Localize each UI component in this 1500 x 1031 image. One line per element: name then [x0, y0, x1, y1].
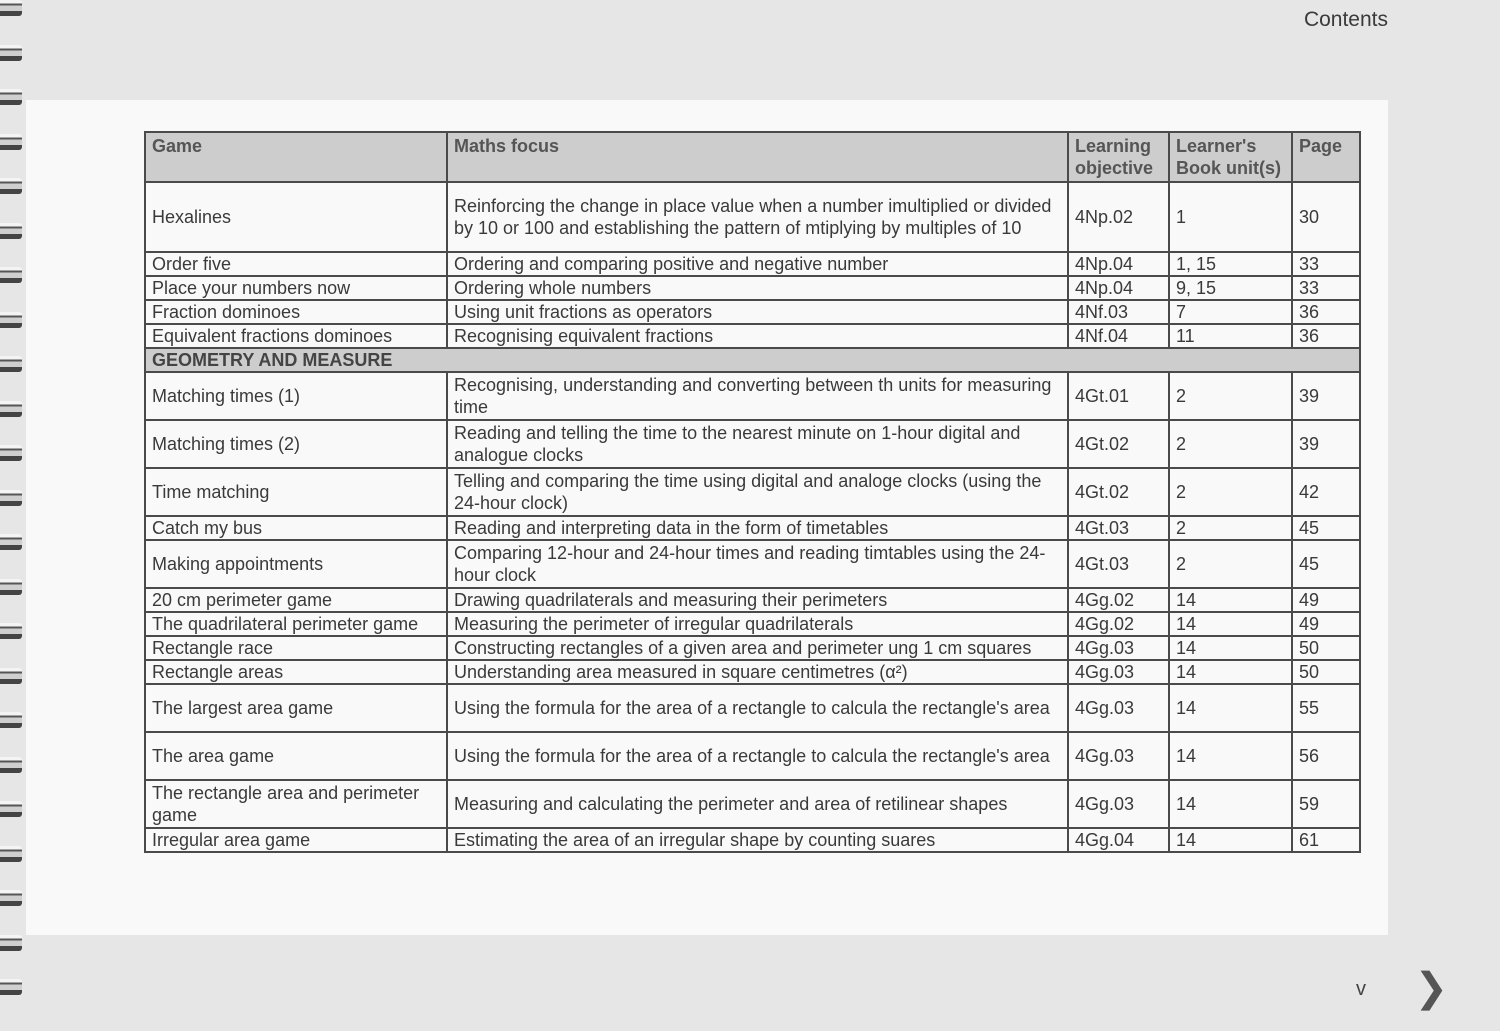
unit-cell: 14 [1169, 636, 1292, 660]
game-cell: Catch my bus [145, 516, 447, 540]
maths-focus-cell: Comparing 12-hour and 24-hour times and reading timtables using the 24-hour clock [447, 540, 1068, 588]
game-cell: Time matching [145, 468, 447, 516]
table-row [145, 372, 1360, 420]
page-cell: 33 [1292, 252, 1360, 276]
learning-objective-cell: 4Np.04 [1068, 276, 1169, 300]
game-cell: Order five [145, 252, 447, 276]
maths-focus-cell: Using the formula for the area of a rectangle to calcula the rectangle's area [447, 732, 1068, 780]
column-header-learners-book-units: Learner's Book unit(s) [1169, 132, 1292, 182]
binding-ring [0, 712, 22, 728]
learning-objective-cell: 4Gg.03 [1068, 780, 1169, 828]
binding-ring [0, 178, 22, 194]
table-row [145, 182, 1360, 252]
binding-ring [0, 668, 22, 684]
learning-objective-cell: 4Gg.04 [1068, 828, 1169, 852]
unit-cell: 14 [1169, 612, 1292, 636]
learning-objective-cell: 4Gt.01 [1068, 372, 1169, 420]
maths-focus-cell: Measuring the perimeter of irregular quadrilaterals [447, 612, 1068, 636]
binding-ring [0, 979, 22, 995]
game-cell: Matching times (2) [145, 420, 447, 468]
page-cell: 59 [1292, 780, 1360, 828]
maths-focus-cell: Recognising, understanding and converting between th units for measuring time [447, 372, 1068, 420]
section-heading: GEOMETRY AND MEASURE [145, 348, 1360, 372]
page-cell: 39 [1292, 420, 1360, 468]
game-cell: The area game [145, 732, 447, 780]
learning-objective-cell: 4Gg.02 [1068, 612, 1169, 636]
unit-cell: 11 [1169, 324, 1292, 348]
binding-ring [0, 89, 22, 105]
unit-cell: 2 [1169, 420, 1292, 468]
page-cell: 36 [1292, 300, 1360, 324]
table-row [145, 780, 1360, 828]
maths-focus-cell: Using the formula for the area of a rectangle to calcula the rectangle's area [447, 684, 1068, 732]
game-cell: The quadrilateral perimeter game [145, 612, 447, 636]
binding-ring [0, 579, 22, 595]
page-cell: 30 [1292, 182, 1360, 252]
running-header: Contents [1303, 8, 1388, 31]
learning-objective-cell: 4Gg.03 [1068, 732, 1169, 780]
binding-ring [0, 0, 22, 16]
unit-cell: 1 [1169, 182, 1292, 252]
game-cell: 20 cm perimeter game [145, 588, 447, 612]
game-cell: The rectangle area and perimeter game [145, 780, 447, 828]
maths-focus-cell: Reading and telling the time to the nearest minute on 1-hour digital and analogue clocks [447, 420, 1068, 468]
spiral-binding [0, 0, 26, 1031]
table-row [145, 684, 1360, 732]
table-row [145, 828, 1360, 852]
page-number: v [1356, 978, 1366, 1000]
unit-cell: 2 [1169, 468, 1292, 516]
maths-focus-cell: Ordering whole numbers [447, 276, 1068, 300]
maths-focus-cell: Constructing rectangles of a given area and perimeter ung 1 cm squares [447, 636, 1068, 660]
binding-ring [0, 757, 22, 773]
unit-cell: 14 [1169, 780, 1292, 828]
maths-focus-cell: Reinforcing the change in place value when a number imultiplied or divided by 10 or 100 and establishing the pattern of mtiplying by multiples of 10 [447, 182, 1068, 252]
unit-cell: 7 [1169, 300, 1292, 324]
binding-ring [0, 267, 22, 283]
unit-cell: 2 [1169, 516, 1292, 540]
unit-cell: 2 [1169, 372, 1292, 420]
binding-ring [0, 890, 22, 906]
maths-focus-cell: Measuring and calculating the perimeter and area of retilinear shapes [447, 780, 1068, 828]
section-row [145, 348, 1360, 372]
unit-cell: 14 [1169, 732, 1292, 780]
binding-ring [0, 45, 22, 61]
table-row [145, 540, 1360, 588]
table-row [145, 252, 1360, 276]
learning-objective-cell: 4Gg.03 [1068, 684, 1169, 732]
table-row [145, 324, 1360, 348]
learning-objective-cell: 4Gt.02 [1068, 468, 1169, 516]
maths-focus-cell: Understanding area measured in square centimetres (α²) [447, 660, 1068, 684]
table-row [145, 612, 1360, 636]
game-cell: Place your numbers now [145, 276, 447, 300]
page-cell: 39 [1292, 372, 1360, 420]
binding-ring [0, 401, 22, 417]
binding-ring [0, 223, 22, 239]
table-body [145, 182, 1360, 852]
page-cell: 50 [1292, 636, 1360, 660]
binding-ring [0, 356, 22, 372]
learning-objective-cell: 4Nf.04 [1068, 324, 1169, 348]
binding-ring [0, 490, 22, 506]
binding-ring [0, 846, 22, 862]
page-cell: 36 [1292, 324, 1360, 348]
table-row [145, 468, 1360, 516]
learning-objective-cell: 4Np.02 [1068, 182, 1169, 252]
chevron-right-icon[interactable]: ❯ [1414, 966, 1448, 1010]
unit-cell: 1, 15 [1169, 252, 1292, 276]
unit-cell: 2 [1169, 540, 1292, 588]
game-cell: Equivalent fractions dominoes [145, 324, 447, 348]
table-row [145, 732, 1360, 780]
maths-focus-cell: Telling and comparing the time using digital and analoge clocks (using the 24-hour clock) [447, 468, 1068, 516]
table-row [145, 420, 1360, 468]
unit-cell: 14 [1169, 828, 1292, 852]
table-row [145, 516, 1360, 540]
page-cell: 49 [1292, 612, 1360, 636]
table-row [145, 276, 1360, 300]
contents-table [144, 131, 1361, 853]
maths-focus-cell: Estimating the area of an irregular shape by counting suares [447, 828, 1068, 852]
learning-objective-cell: 4Gg.02 [1068, 588, 1169, 612]
game-cell: Rectangle areas [145, 660, 447, 684]
game-cell: Matching times (1) [145, 372, 447, 420]
page-sheet [26, 100, 1388, 935]
maths-focus-cell: Drawing quadrilaterals and measuring their perimeters [447, 588, 1068, 612]
maths-focus-cell: Reading and interpreting data in the form of timetables [447, 516, 1068, 540]
maths-focus-cell: Using unit fractions as operators [447, 300, 1068, 324]
binding-ring [0, 134, 22, 150]
page-cell: 45 [1292, 540, 1360, 588]
page-cell: 42 [1292, 468, 1360, 516]
column-header-learning-objective: Learning objective [1068, 132, 1169, 182]
page-cell: 49 [1292, 588, 1360, 612]
learning-objective-cell: 4Gt.03 [1068, 516, 1169, 540]
unit-cell: 14 [1169, 660, 1292, 684]
game-cell: The largest area game [145, 684, 447, 732]
binding-ring [0, 623, 22, 639]
game-cell: Rectangle race [145, 636, 447, 660]
table-row [145, 660, 1360, 684]
game-cell: Irregular area game [145, 828, 447, 852]
binding-ring [0, 445, 22, 461]
unit-cell: 9, 15 [1169, 276, 1292, 300]
learning-objective-cell: 4Gg.03 [1068, 660, 1169, 684]
page-cell: 55 [1292, 684, 1360, 732]
binding-ring [0, 534, 22, 550]
learning-objective-cell: 4Gg.03 [1068, 636, 1169, 660]
page-cell: 33 [1292, 276, 1360, 300]
page-cell: 45 [1292, 516, 1360, 540]
game-cell: Making appointments [145, 540, 447, 588]
learning-objective-cell: 4Gt.02 [1068, 420, 1169, 468]
binding-ring [0, 801, 22, 817]
table-row [145, 300, 1360, 324]
page-cell: 56 [1292, 732, 1360, 780]
learning-objective-cell: 4Nf.03 [1068, 300, 1169, 324]
learning-objective-cell: 4Np.04 [1068, 252, 1169, 276]
table-row [145, 588, 1360, 612]
page-cell: 61 [1292, 828, 1360, 852]
maths-focus-cell: Recognising equivalent fractions [447, 324, 1068, 348]
unit-cell: 14 [1169, 684, 1292, 732]
unit-cell: 14 [1169, 588, 1292, 612]
binding-ring [0, 312, 22, 328]
column-header-game: Game [145, 132, 447, 182]
column-header-page: Page [1292, 132, 1360, 182]
maths-focus-cell: Ordering and comparing positive and negative number [447, 252, 1068, 276]
column-header-maths-focus: Maths focus [447, 132, 1068, 182]
table-row [145, 636, 1360, 660]
game-cell: Hexalines [145, 182, 447, 252]
binding-ring [0, 935, 22, 951]
game-cell: Fraction dominoes [145, 300, 447, 324]
page-cell: 50 [1292, 660, 1360, 684]
learning-objective-cell: 4Gt.03 [1068, 540, 1169, 588]
table-header-row [145, 132, 1360, 182]
